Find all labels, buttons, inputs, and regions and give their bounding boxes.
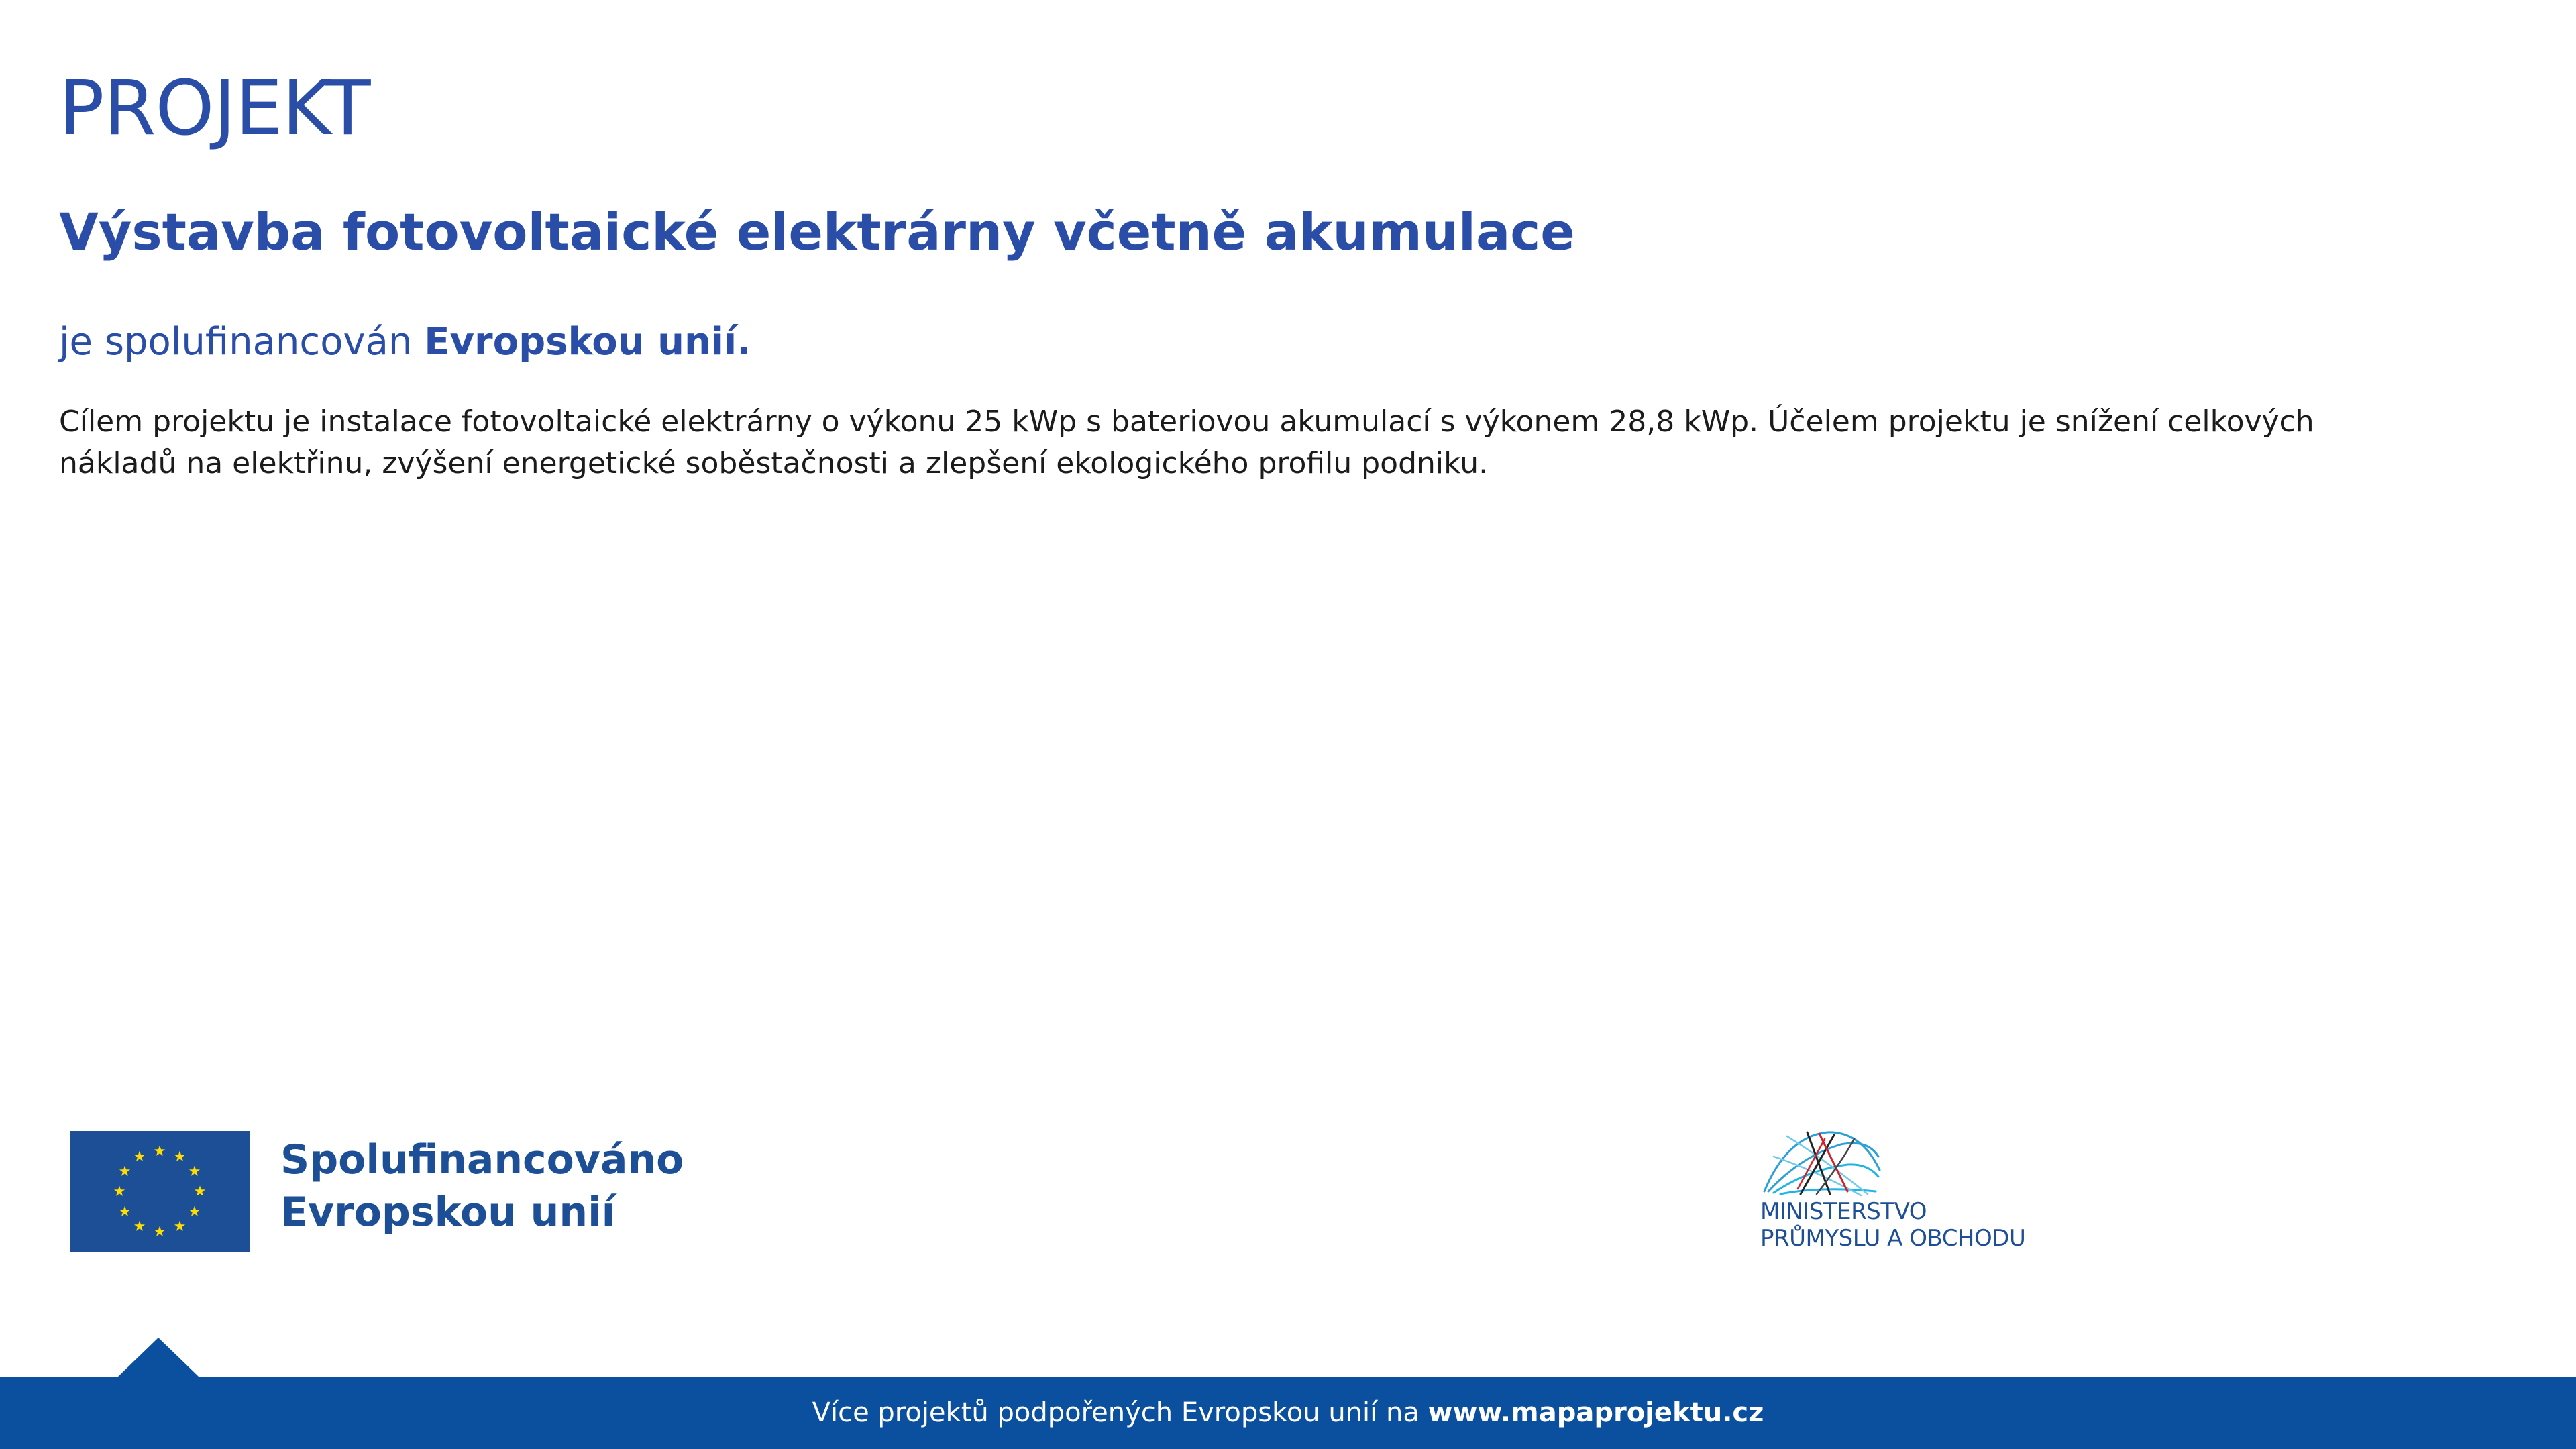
footer-link[interactable]: www.mapaprojektu.cz: [1428, 1397, 1764, 1428]
project-title: Výstavba fotovoltaické elektrárny včetně akumulace: [59, 202, 1575, 262]
project-description: Cílem projektu je instalace fotovoltaické elektrárny o výkonu 25 kWp s bateriovou akumulací s výkonem 28,8 kWp. Účelem projektu je snížení celkových nákladů na elektřinu, zvýšení energetické soběstačnosti a zlepšení ekologického profilu podniku.: [59, 405, 2314, 480]
eu-logo-line2: Evropskou unií: [280, 1189, 616, 1236]
footer-prefix: Více projektů podpořených Evropskou unií na: [812, 1397, 1419, 1428]
ministry-logo-line1: MINISTERSTVO: [1760, 1198, 1927, 1225]
ministry-emblem-icon: [1760, 1130, 1881, 1197]
ministry-logo-text: [1760, 1198, 2025, 1252]
cofinanced-prefix: je spolufinancován: [59, 320, 413, 364]
cofinanced-emphasis: Evropskou unií.: [424, 320, 751, 364]
ministry-logo-line2: PRŮMYSLU A OBCHODU: [1760, 1225, 2026, 1252]
project-label: PROJEKT: [59, 65, 370, 152]
eu-logo-line1: Spolufinancováno: [280, 1136, 684, 1183]
eu-logo-text: [280, 1134, 684, 1238]
ministry-logo: [1760, 1130, 2025, 1252]
eu-flag-icon: [70, 1131, 250, 1252]
eu-cofunding-logo: [70, 1131, 684, 1252]
footer-tab-notch: [118, 1338, 199, 1377]
footer-text: [812, 1397, 1764, 1428]
footer-bar: [0, 1377, 2576, 1449]
cofinanced-statement: [59, 317, 751, 368]
